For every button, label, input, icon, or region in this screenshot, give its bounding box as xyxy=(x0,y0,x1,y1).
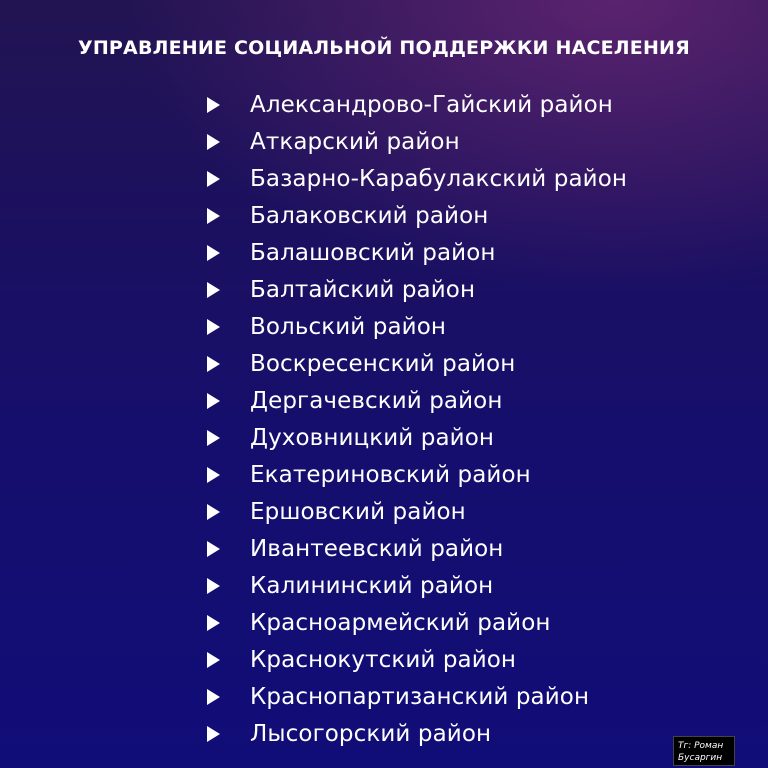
play-triangle-icon xyxy=(207,541,220,557)
play-triangle-icon xyxy=(207,689,220,705)
play-triangle-icon xyxy=(207,245,220,261)
district-label: Екатериновский район xyxy=(250,461,531,488)
list-item xyxy=(207,234,627,271)
district-label: Вольский район xyxy=(250,313,447,340)
district-label: Краснопартизанский район xyxy=(250,683,590,710)
list-item xyxy=(207,271,627,308)
list-item xyxy=(207,678,627,715)
play-triangle-icon xyxy=(207,467,220,483)
play-triangle-icon xyxy=(207,282,220,298)
district-label: Ивантеевский район xyxy=(250,535,504,562)
play-triangle-icon xyxy=(207,578,220,594)
list-item xyxy=(207,715,627,752)
list-item xyxy=(207,530,627,567)
district-label: Александрово-Гайский район xyxy=(250,91,613,118)
district-label: Аткарский район xyxy=(250,128,460,155)
district-label: Воскресенский район xyxy=(250,350,516,377)
play-triangle-icon xyxy=(207,208,220,224)
list-item xyxy=(207,86,627,123)
list-item xyxy=(207,308,627,345)
list-item xyxy=(207,123,627,160)
district-label: Балаковский район xyxy=(250,202,489,229)
list-item xyxy=(207,641,627,678)
play-triangle-icon xyxy=(207,356,220,372)
play-triangle-icon xyxy=(207,726,220,742)
list-item xyxy=(207,419,627,456)
district-label: Балтайский район xyxy=(250,276,476,303)
district-label: Дергачевский район xyxy=(250,387,503,414)
author-watermark xyxy=(673,736,735,766)
page-title: УПРАВЛЕНИЕ СОЦИАЛЬНОЙ ПОДДЕРЖКИ НАСЕЛЕНИЯ xyxy=(77,37,690,59)
list-item xyxy=(207,567,627,604)
play-triangle-icon xyxy=(207,319,220,335)
district-label: Краснокутский район xyxy=(250,646,517,673)
district-label: Красноармейский район xyxy=(250,609,551,636)
list-item xyxy=(207,345,627,382)
play-triangle-icon xyxy=(207,97,220,113)
play-triangle-icon xyxy=(207,134,220,150)
watermark-line-2: Бусаргин xyxy=(678,753,723,763)
district-label: Ершовский район xyxy=(250,498,466,525)
list-item xyxy=(207,493,627,530)
play-triangle-icon xyxy=(207,171,220,187)
list-item xyxy=(207,197,627,234)
list-item xyxy=(207,160,627,197)
play-triangle-icon xyxy=(207,504,220,520)
district-label: Духовницкий район xyxy=(250,424,495,451)
district-label: Балашовский район xyxy=(250,239,496,266)
play-triangle-icon xyxy=(207,393,220,409)
play-triangle-icon xyxy=(207,615,220,631)
district-label: Базарно-Карабулакский район xyxy=(250,165,628,192)
play-triangle-icon xyxy=(207,430,220,446)
list-item xyxy=(207,382,627,419)
list-item xyxy=(207,456,627,493)
play-triangle-icon xyxy=(207,652,220,668)
watermark-line-1: Tг: Роман xyxy=(678,741,724,751)
district-list xyxy=(207,86,627,752)
district-label: Калининский район xyxy=(250,572,494,599)
list-item xyxy=(207,604,627,641)
district-label: Лысогорский район xyxy=(250,720,492,747)
